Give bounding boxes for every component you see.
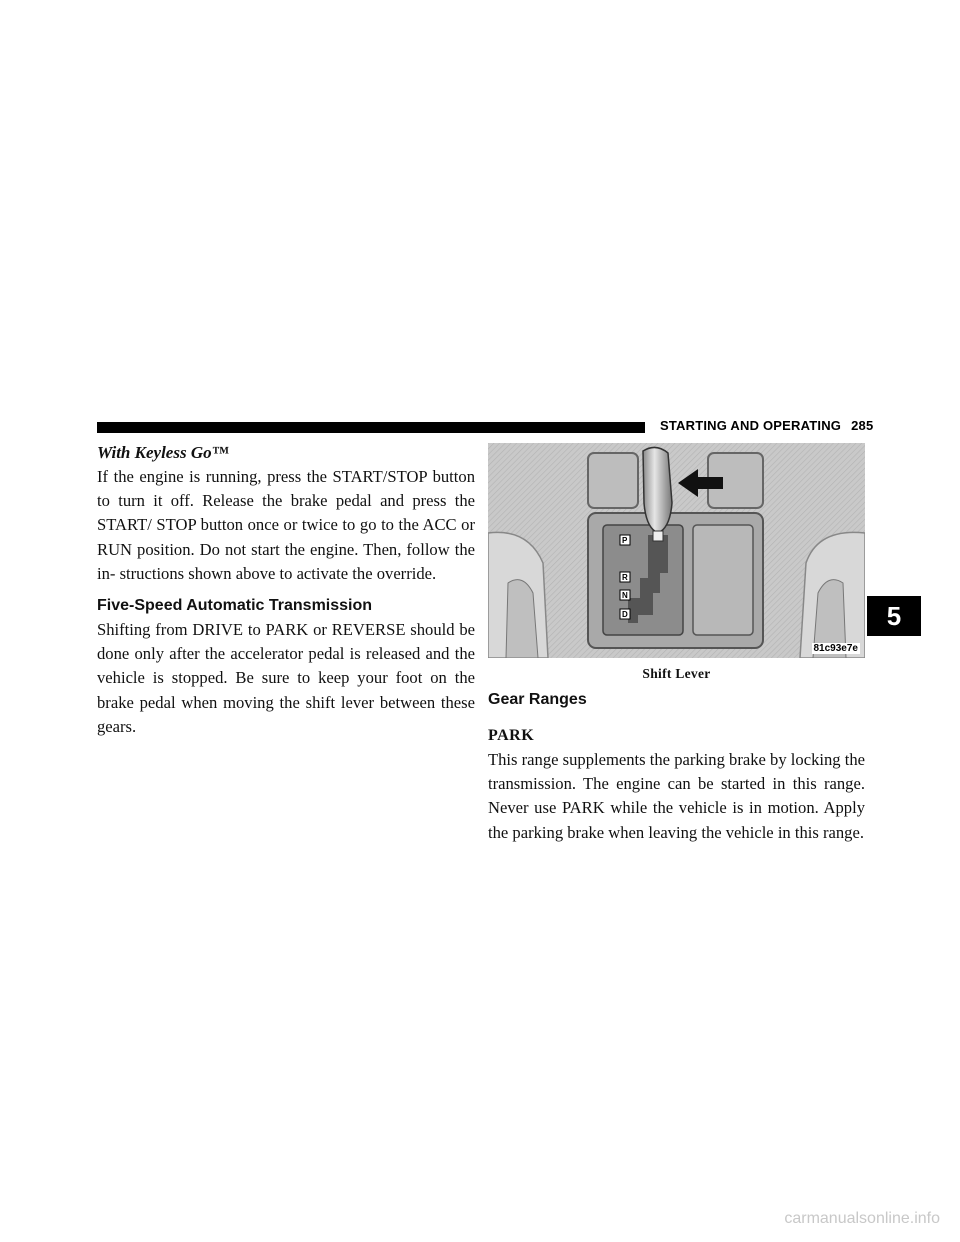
watermark: carmanualsonline.info — [784, 1210, 940, 1227]
keyless-go-heading: With Keyless Go™ — [97, 443, 229, 462]
left-column — [97, 441, 475, 739]
header-rule — [97, 422, 645, 433]
gear-ranges-heading: Gear Ranges — [488, 691, 587, 708]
section-title: STARTING AND OPERATING — [660, 418, 842, 433]
park-paragraph: This range supplements the parking brake by locking the transmission. The engine can be started in this range. Never use PARK while the vehicle is in motion. Apply the parking brake when leaving the vehicle in this range. — [488, 750, 865, 842]
park-heading: PARK — [488, 727, 535, 744]
figure-caption: Shift Lever — [642, 666, 711, 681]
running-header — [660, 418, 874, 433]
shift-lever-figure — [488, 443, 865, 658]
gate-label-p: P — [622, 536, 628, 545]
right-column — [488, 688, 865, 845]
transmission-paragraph: Shifting from DRIVE to PARK or REVERSE should be done only after the accelerator pedal is released and the vehicle is stopped. Be sure to keep your foot on the brake pedal when moving the shift lever between these gears. — [97, 620, 475, 736]
chapter-tab: 5 — [867, 596, 921, 636]
keyless-go-paragraph: If the engine is running, press the START/STOP button to turn it off. Release the brake pedal and press the START/ STOP button once or twice to go to the ACC or RUN position. Do not start the engine. Then, follow the in- structions shown above to activate the override. — [97, 467, 475, 583]
page-number: 285 — [851, 418, 874, 433]
shift-lever-illustration — [488, 443, 865, 658]
gate-label-d: D — [622, 610, 628, 619]
gate-label-n: N — [622, 591, 628, 600]
transmission-heading: Five-Speed Automatic Transmission — [97, 597, 373, 615]
figure-code: 81c93e7e — [813, 643, 858, 654]
gate-label-r: R — [622, 573, 628, 582]
